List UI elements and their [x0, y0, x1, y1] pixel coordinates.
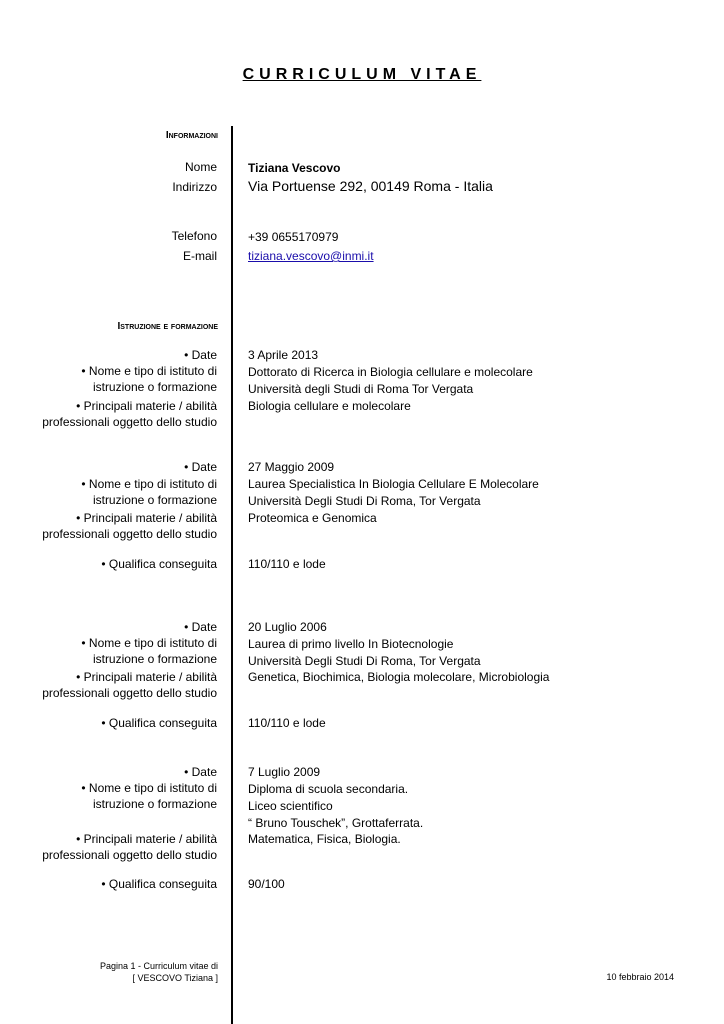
email-link[interactable]: tiziana.vescovo@inmi.it: [248, 249, 374, 263]
qualification-label: • Qualifica conseguita: [101, 877, 217, 891]
subjects-value: Biologia cellulare e molecolare: [248, 399, 411, 413]
page-number-text: Pagina 1 - Curriculum vitae di: [99, 961, 218, 971]
date-value: 20 Luglio 2006: [248, 620, 327, 634]
phone-value: +39 0655170979: [248, 230, 339, 244]
column-divider: [231, 126, 233, 1024]
institute-value: Diploma di scuola secondaria.: [248, 782, 409, 796]
subjects-value: Proteomica e Genomica: [248, 511, 377, 525]
institute-value: Dottorato di Ricerca in Biologia cellulare e molecolare: [248, 365, 533, 379]
name-value: Tiziana Vescovo: [248, 161, 341, 175]
subjects-label: • Principali materie / abilità professionali oggetto dello studio: [42, 670, 217, 700]
subjects-label: • Principali materie / abilità professionali oggetto dello studio: [42, 832, 217, 862]
institute-label: • Nome e tipo di istituto di istruzione o formazione: [81, 477, 217, 507]
subjects-label: • Principali materie / abilità professionali oggetto dello studio: [42, 511, 217, 541]
name-label: Nome: [184, 160, 217, 174]
institute-label: • Nome e tipo di istituto di istruzione o formazione: [81, 636, 217, 666]
subjects-label: • Principali materie / abilità professionali oggetto dello studio: [42, 399, 217, 429]
date-label: • Date: [184, 348, 217, 362]
date-value: 27 Maggio 2009: [248, 460, 335, 474]
qualification-label: • Qualifica conseguita: [101, 716, 217, 730]
email-label: E-mail: [182, 249, 217, 263]
qualification-value: 110/110 e lode: [248, 716, 326, 730]
institute-value: Laurea Specialistica In Biologia Cellulare E Molecolare: [248, 477, 539, 491]
date-label: • Date: [184, 460, 217, 474]
subjects-value: Genetica, Biochimica, Biologia molecolare, Microbiologia: [248, 670, 550, 684]
footer-date: 10 febbraio 2014: [606, 972, 674, 982]
qualification-label: • Qualifica conseguita: [101, 557, 217, 571]
qualification-value: 90/100: [248, 877, 285, 891]
date-value: 3 Aprile 2013: [248, 348, 319, 362]
date-label: • Date: [184, 620, 217, 634]
address-label: Indirizzo: [172, 180, 217, 194]
institute-value: “ Bruno Touschek”, Grottaferrata.: [248, 816, 424, 830]
institute-value: Università degli Studi di Roma Tor Vergata: [248, 382, 474, 396]
institute-value: Laurea di primo livello In Biotecnologie: [248, 637, 454, 651]
subjects-value: Matematica, Fisica, Biologia.: [248, 832, 401, 846]
institute-label: • Nome e tipo di istituto di istruzione o formazione: [81, 364, 217, 394]
section-title-info: Informazioni: [165, 130, 218, 141]
institute-label: • Nome e tipo di istituto di istruzione o formazione: [81, 781, 217, 811]
document-title: CURRICULUM VITAE: [242, 66, 482, 83]
section-title-education: Istruzione e formazione: [117, 321, 218, 332]
phone-label: Telefono: [171, 229, 217, 243]
institute-value: Liceo scientifico: [248, 799, 333, 813]
address-value: Via Portuense 292, 00149 Roma - Italia: [248, 178, 493, 194]
date-label: • Date: [184, 765, 217, 779]
cv-owner-text: [ VESCOVO Tiziana ]: [132, 973, 218, 983]
institute-value: Università Degli Studi Di Roma, Tor Vergata: [248, 494, 481, 508]
date-value: 7 Luglio 2009: [248, 765, 321, 779]
page-footer: [100, 960, 218, 984]
qualification-value: 110/110 e lode: [248, 557, 326, 571]
institute-value: Università Degli Studi Di Roma, Tor Vergata: [248, 654, 481, 668]
